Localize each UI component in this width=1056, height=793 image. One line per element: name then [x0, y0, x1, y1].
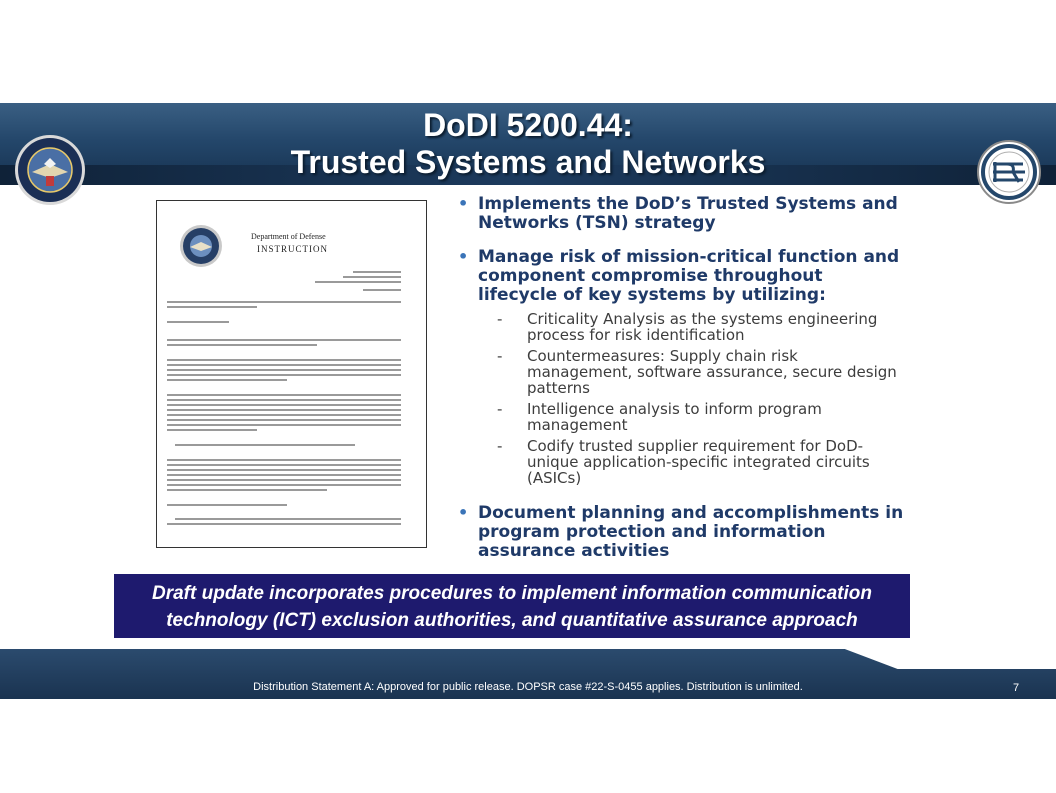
footer-bar [0, 649, 1056, 699]
instruction-document-image [156, 200, 427, 548]
bullet-item [456, 504, 906, 561]
document-org: Department of Defense [251, 232, 326, 241]
document-seal-icon [179, 224, 223, 268]
sub-bullet-item [456, 401, 906, 433]
sub-bullet-text: Codify trusted supplier requirement for DoD-unique application-specific integrated circuits (ASICs) [527, 437, 870, 487]
slide [0, 103, 1056, 699]
sub-bullet-item [456, 311, 906, 343]
bullet-icon: • [458, 194, 469, 213]
bullet-text: Implements the DoD’s Trusted Systems and Networks (TSN) strategy [478, 194, 898, 233]
dash-icon: - [497, 347, 503, 365]
sub-bullet-text: Countermeasures: Supply chain risk management, software assurance, secure design patterns [527, 347, 897, 397]
page-number: 7 [1013, 682, 1020, 694]
bullet-text: Document planning and accomplishments in program protection and information assurance activities [478, 503, 904, 561]
sub-bullet-text: Criticality Analysis as the systems engineering process for risk identification [527, 310, 878, 344]
bullet-list [456, 195, 906, 576]
slide-title [0, 107, 1056, 181]
dash-icon: - [497, 310, 503, 328]
dash-icon: - [497, 400, 503, 418]
callout-box [114, 574, 910, 638]
dod-seal-icon [14, 134, 86, 206]
bullet-item [456, 248, 906, 305]
title-line-2: Trusted Systems and Networks [290, 144, 766, 180]
distribution-statement: Distribution Statement A: Approved for public release. DOPSR case #22-S-0455 applies. Distribution is unlimited. [253, 681, 803, 693]
bullet-icon: • [458, 503, 469, 522]
dash-icon: - [497, 437, 503, 455]
sub-bullet-text: Intelligence analysis to inform program management [527, 400, 822, 434]
callout-line-2: technology (ICT) exclusion authorities, and quantitative assurance approach [166, 610, 858, 631]
document-type: INSTRUCTION [257, 244, 328, 254]
bullet-text: Manage risk of mission-critical function and component compromise throughout lifecycle of key systems by utilizing: [478, 247, 900, 305]
title-line-1: DoDI 5200.44: [423, 107, 633, 143]
sub-bullet-item [456, 438, 906, 486]
callout-line-1: Draft update incorporates procedures to implement information communication [152, 583, 872, 604]
bullet-item [456, 195, 906, 233]
bullet-icon: • [458, 247, 469, 266]
title-banner [0, 103, 1056, 185]
re-logo-icon [977, 140, 1041, 204]
sub-bullet-item [456, 348, 906, 396]
